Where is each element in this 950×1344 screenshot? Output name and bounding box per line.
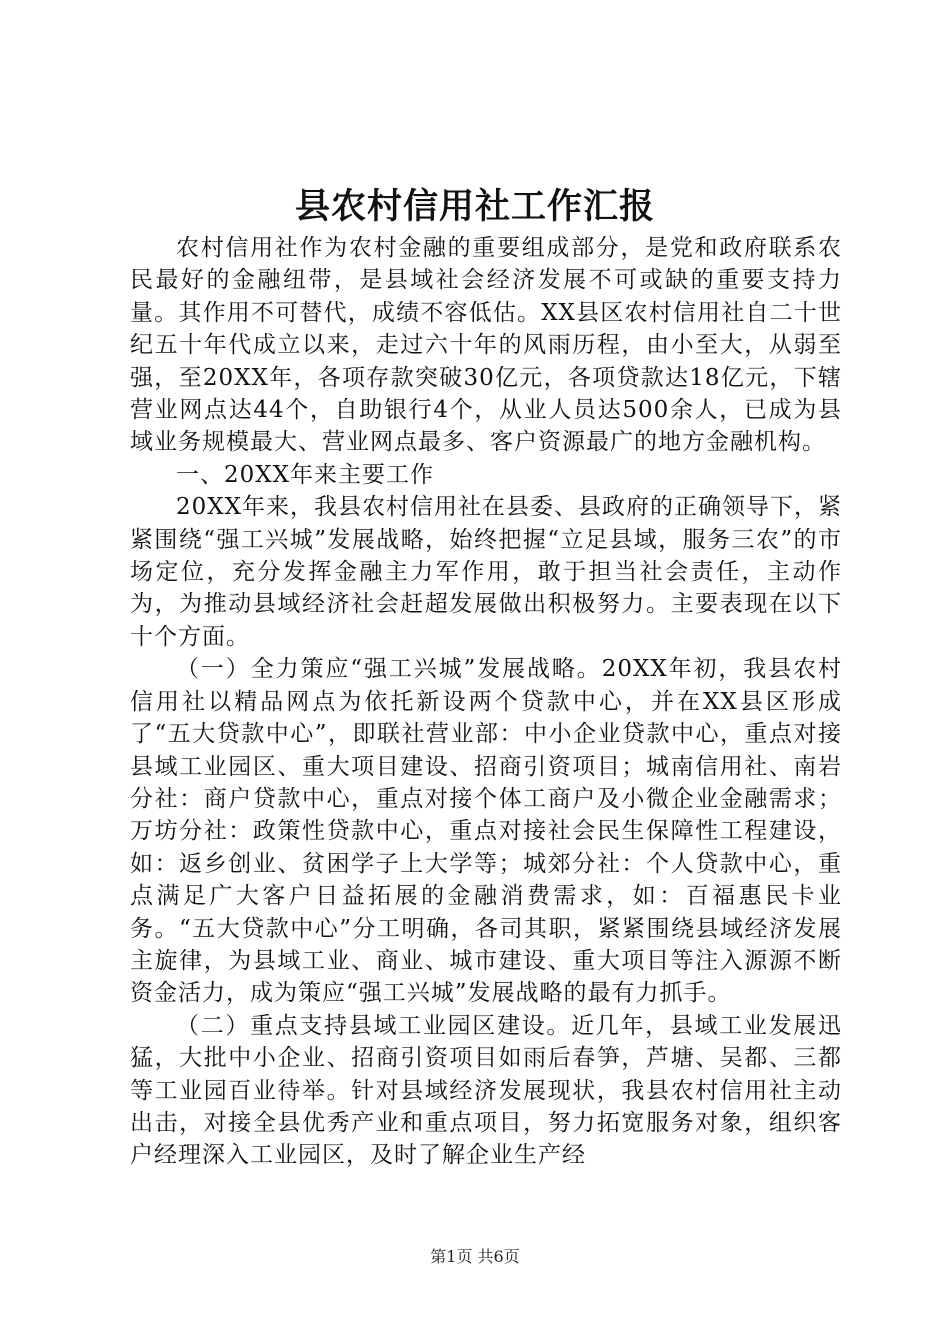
paragraph-item-one: （一）全力策应“强工兴城”发展战略。20XX年初，我县农村信用社以精品网点为依托新设两个贷款中心，并在XX县区形成了“五大贷款中心”，即联社营业部：中小企业贷款中心，重点对接县域工业园区、重大项目建设、招商引资项目；城南信用社、南岩分社：商户贷款中心，重点对接个体工商户及小微企业金融需求；万坊分社：政策性贷款中心，重点对接社会民生保障性工程建设，如：返乡创业、贫困学子上大学等；城郊分社：个人贷款中心，重点满足广大客户日益拓展的金融消费需求，如：百福惠民卡业务。“五大贷款中心”分工明确，各司其职，紧紧围绕县域经济发展主旋律，为县域工业、商业、城市建设、重大项目等注入源源不断资金活力，成为策应“强工兴城”发展战略的最有力抓手。 [130,656,842,1007]
paragraph-intro: 农村信用社作为农村金融的重要组成部分，是党和政府联系农民最好的金融纽带，是县域社会经济发展不可或缺的重要支持力量。其作用不可替代，成绩不容低估。XX县区农村信用社自二十世纪五十年代成立以来，走过六十年的风雨历程，由小至大，从弱至强，至20XX年，各项存款突破30亿元，各项贷款达18亿元，下辖营业网点达44个，自助银行4个，从业人员达500余人，已成为县域业务规模最大、营业网点最多、客户资源最广的地方金融机构。 [130,235,842,456]
document-title: 县农村信用社工作汇报 [294,186,655,227]
paragraph-overview: 20XX年来，我县农村信用社在县委、县政府的正确领导下，紧紧围绕“强工兴城”发展战略，始终把握“立足县域，服务三农”的市场定位，充分发挥金融主力军作用，敢于担当社会责任，主动作为，为推动县域经济社会赶超发展做出积极努力。主要表现在以下十个方面。 [130,494,843,650]
section-heading-main-work: 一、20XX年来主要工作 [176,461,435,488]
page-number-footer: 第1页 共6页 [430,1247,520,1266]
paragraph-item-two: （二）重点支持县域工业园区建设。近几年，县域工业发展迅猛，大批中小企业、招商引资项目如雨后春笋，芦塘、吴都、三都等工业园百业待举。针对县域经济发展现状，我县农村信用社主动出击，对接全县优秀产业和重点项目，努力拓宽服务对象，组织客户经理深入工业园区，及时了解企业生产经 [130,1012,842,1169]
document-body [130,232,842,1172]
